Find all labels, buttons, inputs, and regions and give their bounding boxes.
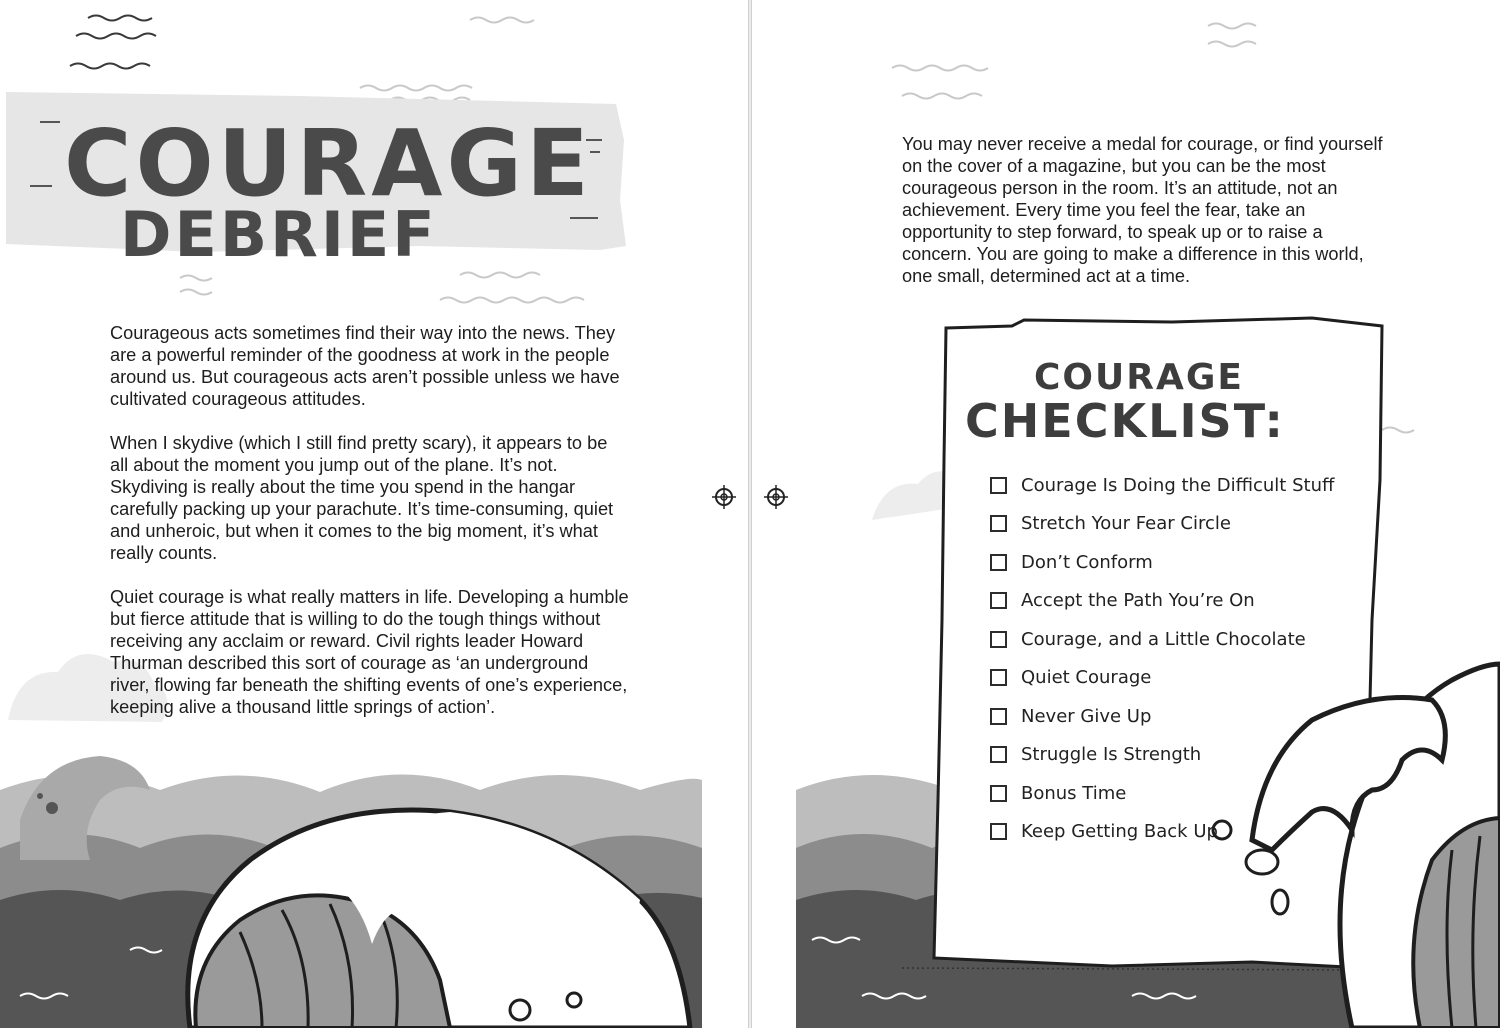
checkbox-icon[interactable]	[990, 669, 1007, 686]
checkbox-icon[interactable]	[990, 515, 1007, 532]
checklist-title-line2: CHECKLIST:	[965, 394, 1285, 448]
checklist-item[interactable]	[990, 774, 1334, 813]
right-page	[752, 0, 1500, 1028]
paragraph: Courageous acts sometimes find their way into the news. They are a powerful reminder of the goodness at work in the people around us. But courageous acts aren’t possible unless we have cultivated courageous attitudes.	[110, 323, 620, 409]
checklist-item[interactable]	[990, 505, 1334, 544]
checklist-item-label: Never Give Up	[1021, 705, 1152, 727]
checkbox-icon[interactable]	[990, 823, 1007, 840]
page-subtitle: DEBRIEF	[120, 198, 438, 271]
left-page	[0, 0, 748, 1028]
checklist-title-line1: COURAGE	[1034, 357, 1244, 398]
checkbox-icon[interactable]	[990, 477, 1007, 494]
checklist-item-label: Don’t Conform	[1021, 551, 1153, 573]
checklist-item-label: Courage Is Doing the Difficult Stuff	[1021, 474, 1335, 496]
checkbox-icon[interactable]	[990, 746, 1007, 763]
paragraph: Quiet courage is what really matters in life. Developing a humble but fierce attitude that is willing to do the tough things without receiving any acclaim or reward. Civil rights leader Howard Thurman described this sort of courage as ‘an underground river, flowing far beneath the shifting events of one’s experience, keeping alive a thousand little springs of action’.	[110, 587, 629, 717]
checklist-item[interactable]	[990, 659, 1334, 698]
registration-mark-icon	[712, 485, 736, 509]
checklist-item-label: Accept the Path You’re On	[1021, 590, 1255, 612]
checklist-item-label: Stretch Your Fear Circle	[1021, 513, 1231, 535]
title-block	[64, 110, 593, 271]
checkbox-icon[interactable]	[990, 631, 1007, 648]
checklist-item-label: Struggle Is Strength	[1021, 744, 1202, 766]
paragraph: When I skydive (which I still find pretty scary), it appears to be all about the moment you jump out of the plane. It’s not. Skydiving is really about the time you spend in the hangar carefully packing up your parachute. It’s time-consuming, quiet and unheroic, but when it comes to the big moment, it’s what really counts.	[110, 433, 614, 563]
courage-checklist	[930, 312, 1392, 962]
checklist-item[interactable]	[990, 466, 1334, 505]
checkbox-icon[interactable]	[990, 554, 1007, 571]
checklist-items	[990, 466, 1334, 851]
left-body-text	[110, 322, 630, 740]
checklist-item-label: Bonus Time	[1021, 782, 1127, 804]
checklist-title	[930, 357, 1320, 448]
checklist-item-label: Quiet Courage	[1021, 667, 1152, 689]
checklist-item[interactable]	[990, 697, 1334, 736]
registration-mark-icon	[764, 485, 788, 509]
checkbox-icon[interactable]	[990, 708, 1007, 725]
checklist-item[interactable]	[990, 736, 1334, 775]
page-title: COURAGE	[64, 110, 593, 217]
intro-text: You may never receive a medal for courage, or find yourself on the cover of a magazine, but you can be the most courageous person in the room. It’s an attitude, not an achievement. Every time you feel the fear, take an opportunity to step forward, to speak up or to raise a concern. You are going to make a difference in this world, one small, determined act at a time.	[902, 134, 1383, 286]
checklist-item-label: Keep Getting Back Up	[1021, 821, 1218, 843]
checkbox-icon[interactable]	[990, 592, 1007, 609]
checklist-item[interactable]	[990, 582, 1334, 621]
checklist-item[interactable]	[990, 813, 1334, 852]
checklist-item-label: Courage, and a Little Chocolate	[1021, 628, 1306, 650]
checklist-item[interactable]	[990, 620, 1334, 659]
checklist-item[interactable]	[990, 543, 1334, 582]
checkbox-icon[interactable]	[990, 785, 1007, 802]
